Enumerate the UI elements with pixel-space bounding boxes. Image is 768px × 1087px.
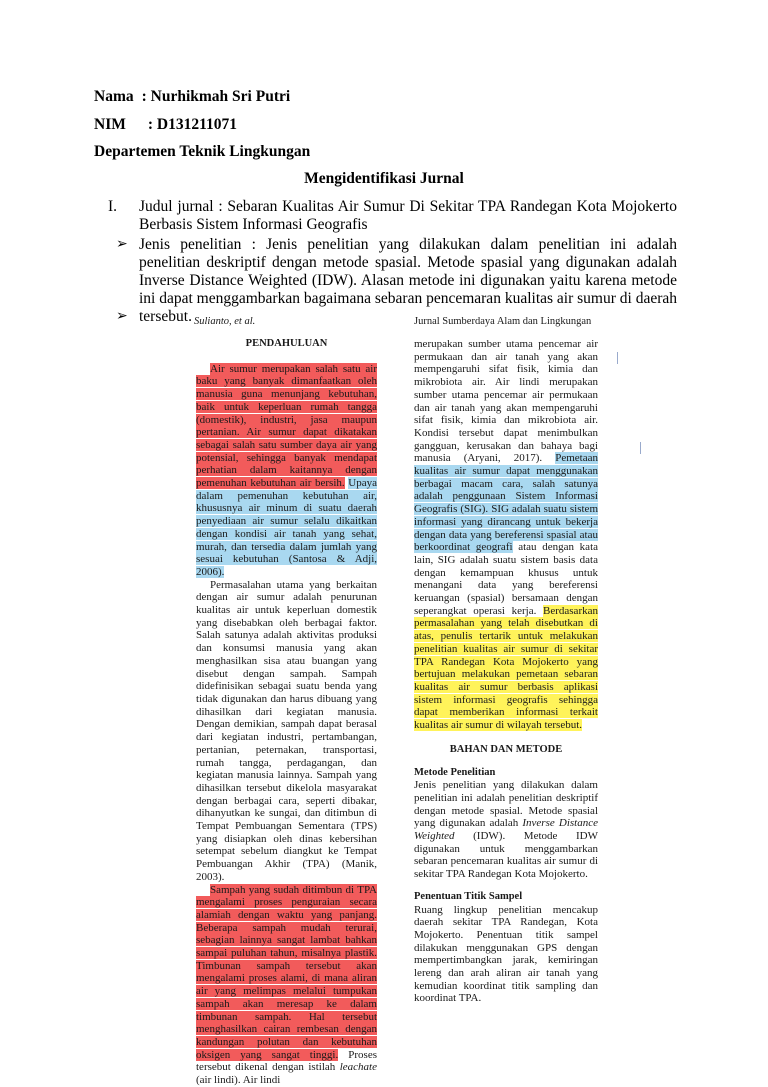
metode-paragraph: Jenis penelitian yang dilakukan dalam penelitian ini adalah penelitian deskriptif dengan metode spasial. Metode spasial yang digunakan adalah Inverse Distance Weighted (IDW). Metode IDW digunakan untuk menggambarkan sebaran pencemaran kualitas air sumur di sekitar TPA Randegan Kota Mojokerto. [414,779,599,881]
metode-heading: Metode Penelitian [414,766,496,778]
intro-continuation: merupakan sumber utama pencemar air permukaan dan air tanah yang akan mempengaruhi sifat fisik, kimia dan mikrobiota air. Air lindi merupakan sumber utama pencemar air permukaan dan air tanah yang akan mempengaruhi sifat fisik, kimia dan mikrobiota air. Kondisi tersebut dapat menimbulkan gangguan, kerusakan dan bahaya bagi manusia (Aryani, 2017). Pemetaan kualitas air sumur dapat menggunakan berbagai macam cara, salah satunya adalah penggunaan Sistem Informasi Geografis (SIG). SIG adalah suatu sistem informasi yang dirancang untuk bekerja dengan data yang bereferensi spasial atau berkoordinat geografi atau dengan kata lain, SIG adalah suatu sistem basis data dengan kemampuan khusus untuk menangani data yang bereferensi keruangan (spasial) bersamaan dengan seperangkat operasi kerja. Berdasarkan permasalahan yang telah disebutkan di atas, penulis tertarik untuk melakukan penelitian kualitas air sumur di sekitar TPA Randegan Kota Mojokerto yang bertujuan melakukan pemetaan sebaran kualitas air sumur berbasis aplikasi sistem informasi geografis sehingga dapat memberikan informasi terkait kualitas air sumur di wilayah tersebut. [414,338,599,732]
titik-sampel-heading: Penentuan Titik Sampel [414,890,523,902]
bullet-arrow-icon: ➢ [116,237,128,252]
intro-paragraph-3: Sampah yang sudah ditimbun di TPA mengalami proses penguraian secara alamiah dengan waktu yang panjang. Beberapa sampah mudah terurai, sebagian lainnya sangat lambat bahkan sampai puluhan tahun, misalnya plastik. Timbunan sampah tersebut akan mengalami proses alami, di mana aliran air yang melimpas melalui tumpukan sampah akan meresap ke dalam timbunan sampah. Hal tersebut menghasilkan cairan rembesan dengan kandungan polutan dan kebutuhan oksigen yang sangat tinggi. Proses tersebut dikenal dengan istilah leachate (air lindi). Air lindi [196,883,377,1087]
blue-highlight: Upaya dalam pemenuhan kebutuhan air, khususnya air minum di suatu daerah penyediaan air sumur selalu dikaitkan dengan kondisi air tanah yang sehat, murah, dan tersedia dalam jumlah yang sesuai kebutuhan (Santosa & Adji, 2006). [196,477,378,578]
red-highlight: Sampah yang sudah ditimbun di TPA mengalami proses penguraian secara alamiah dengan waktu yang panjang. Beberapa sampah mudah terurai, sebagian lainnya sangat lambat bahkan sampai puluhan tahun, misalnya plastik. Timbunan sampah tersebut akan mengalami proses alami, di mana aliran air yang melimpas melalui tumpukan sampah akan meresap ke dalam timbunan sampah. Hal tersebut menghasilkan cairan rembesan dengan kandungan polutan dan kebutuhan oksigen yang sangat tinggi. [196,883,377,1061]
journal-title-paragraph: Judul jurnal : Sebaran Kualitas Air Sumur Di Sekitar TPA Randegan Kota Mojokerto Berbasis Sistem Informasi Geografis [139,198,677,233]
right-column [414,338,598,1005]
intro-paragraph-2: Permasalahan utama yang berkaitan dengan air sumur adalah penurunan kualitas air untuk keperluan domestik yang disebabkan oleh berbagai faktor. Salah satunya adalah aktivitas produksi dan konsumsi manusia yang akan menghasilkan sisa atau buangan yang disebut dengan sampah. Sampah didefinisikan sebagai suatu benda yang tidak digunakan dan harus dibuang yang dihasilkan dari kegiatan manusia. Dengan demikian, sampah dapat berasal dari kegiatan industri, pertambangan, pertanian, peternakan, transportasi, rumah tangga, perdagangan, dan kegiatan manusia lainnya. Sampah yang dihasilkan tersebut dikelola masyarakat dengan berbagai cara, seperti dibakar, dihanyutkan ke sungai, dan ditimbun di Tempat Pembuangan Sementara (TPS) yang disiapkan oleh dinas kebersihan setempat sebelum diangkut ke Tempat Pembuangan Akhir (TPA) (Manik, 2003). [196,578,377,883]
name-line [94,88,290,106]
pendahuluan-heading: PENDAHULUAN [245,338,328,349]
running-header-left: Sulianto, et al. [194,316,256,327]
titik-sampel-paragraph: Ruang lingkup penelitian mencakup daerah sekitar TPA Randegan, Kota Mojokerto. Penentuan titik sampel dilakukan menggunakan GPS dengan mempertimbangkan jarak, kemiringan lereng dan arah aliran air tanah yang kemudian koordinat titik sampling dan koordinat TPA. [414,903,598,1005]
research-type-paragraph: Jenis penelitian : Jenis penelitian yang dilakukan dalam penelitian ini adalah penelitian deskriptif dengan metode spasial. Metode spasial yang digunakan adalah Inverse Distance Weighted (IDW). Alasan metode ini digunakan yaitu karena metode ini dapat menggambarkan bagaimana sebaran pencemaran kualitas air sumur di daerah tersebut. [139,236,677,325]
nim-line [94,116,237,134]
nim-value: : D131211071 [147,116,237,133]
margin-mark [640,442,641,454]
red-highlight: Air sumur merupakan salah satu air baku yang banyak dimanfaatkan oleh manusia guna menunjang kebutuhan, baik untuk keperluan rumah tangga (domestik), industri, jasa maupun pertanian. Air sumur dapat dikatakan sebagai salah satu sumber daya air yang potensial, sehingga banyak mendapat perhatian dalam kaitannya dengan pemenuhan kebutuhan air bersih. [196,362,377,490]
nim-label: NIM [94,116,126,133]
department: Departemen Teknik Lingkungan [94,143,311,160]
left-column [196,338,377,1087]
name-label: Nama [94,88,134,105]
yellow-highlight: Berdasarkan permasalahan yang telah disebutkan di atas, penulis tertarik untuk melakukan penelitian kualitas air sumur di sekitar TPA Randegan Kota Mojokerto yang bertujuan melakukan pemetaan sebaran kualitas air sumur berbasis aplikasi sistem informasi geografis sehingga dapat memberikan informasi terkait kualitas air sumur di wilayah tersebut. [414,604,598,732]
bullet-arrow-icon: ➢ [116,309,128,324]
running-header-right: Jurnal Sumberdaya Alam dan Lingkungan [414,316,592,327]
section-numeral: I. [108,198,118,215]
bahan-metode-heading: BAHAN DAN METODE [449,743,563,755]
name-value: : Nurhikmah Sri Putri [141,88,291,105]
margin-mark [617,352,618,364]
journal-excerpt-image [186,312,616,1087]
intro-paragraph-1 [196,363,377,579]
blue-highlight: Pemetaan kualitas air sumur dapat menggunakan berbagai macam cara, salah satunya adalah penggunaan Sistem Informasi Geografis (SIG). SIG adalah suatu sistem informasi yang dirancang untuk bekerja dengan data yang bereferensi spasial atau berkoordinat geografi [414,452,598,554]
document-title: Mengidentifikasi Jurnal [304,170,464,187]
